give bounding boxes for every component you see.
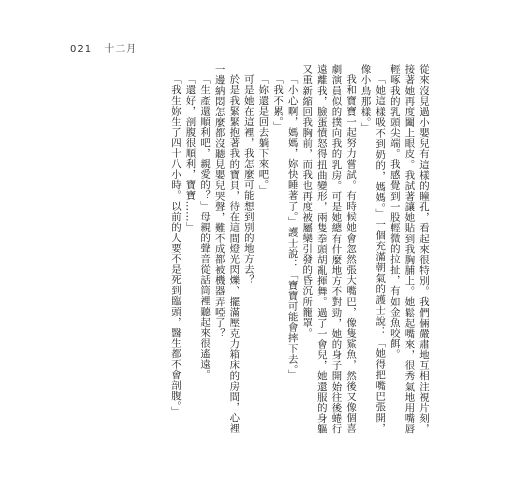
body-text bbox=[90, 64, 430, 434]
page-number: 021 bbox=[70, 44, 93, 55]
running-header bbox=[70, 40, 137, 55]
paragraph: 於是我緊緊抱著我的寶貝，待在這間燈光閃爍、擺滿壓克力箱床的房間，心裡一邊納悶怎麼都沒聽見嬰兒哭聲，難不成都被機器弄啞了？ bbox=[212, 64, 240, 434]
paragraph: 「妳還是回去躺下來吧。」 bbox=[256, 74, 269, 196]
paragraph: 「還好，剖腹很順利，寶寶……」 bbox=[183, 74, 196, 233]
paragraph: 「小心啊，媽媽，妳快睡著了。」護士說：「寶寶可能會摔下去。」 bbox=[285, 74, 298, 381]
paragraph: 「她這樣吸不到奶的，媽媽。」一個充滿朝氣的護士說：「她得把嘴巴張開，像小鳥那樣。」 bbox=[358, 64, 386, 434]
paragraph: 「我不累。」 bbox=[271, 74, 284, 133]
paragraph: 從來沒見過小嬰兒有這樣的瞳孔，看起來很特別。我們倆嚴肅地互相注視片刻，接著她再度闔上眼皮。我試著讓她貼到我胸脯上。她鬆起嘴來，很秀氣地用嘴唇輕啄我的乳頭尖端。我感覺到一股輕微的拉扯，有如金魚咬餌。 bbox=[387, 64, 429, 434]
paragraph: 「生產還順利吧，親愛的？」母親的聲音從話筒裡聽起來很遙遠。 bbox=[198, 74, 211, 381]
paragraph: 我和寶寶一起努力嘗試。有時候她會忽然張大嘴巴，像隻鯊魚，然後又像個喜劇演員似的撲向我的乳房。可是她總有什麼地方不對勁，她的身子開始往後蜷行遠離我，臉蛋憤怒得扭曲變形，兩隻拳頭胡亂揮舞。過了一會兒，她還服的身軀又重新縮回我胸前，而我也再度被屬欒引發的昏沉所籠罩。 bbox=[300, 64, 357, 434]
chapter-title: 十二月 bbox=[104, 44, 138, 55]
paragraph: 「我生妳生了四十八小時。以前的人要不是死到臨頭，醫生都不會剖腹。」 bbox=[168, 74, 181, 418]
paragraph: 可是她在這裡，我怎麼可能想到別的地方去？ bbox=[241, 74, 254, 286]
